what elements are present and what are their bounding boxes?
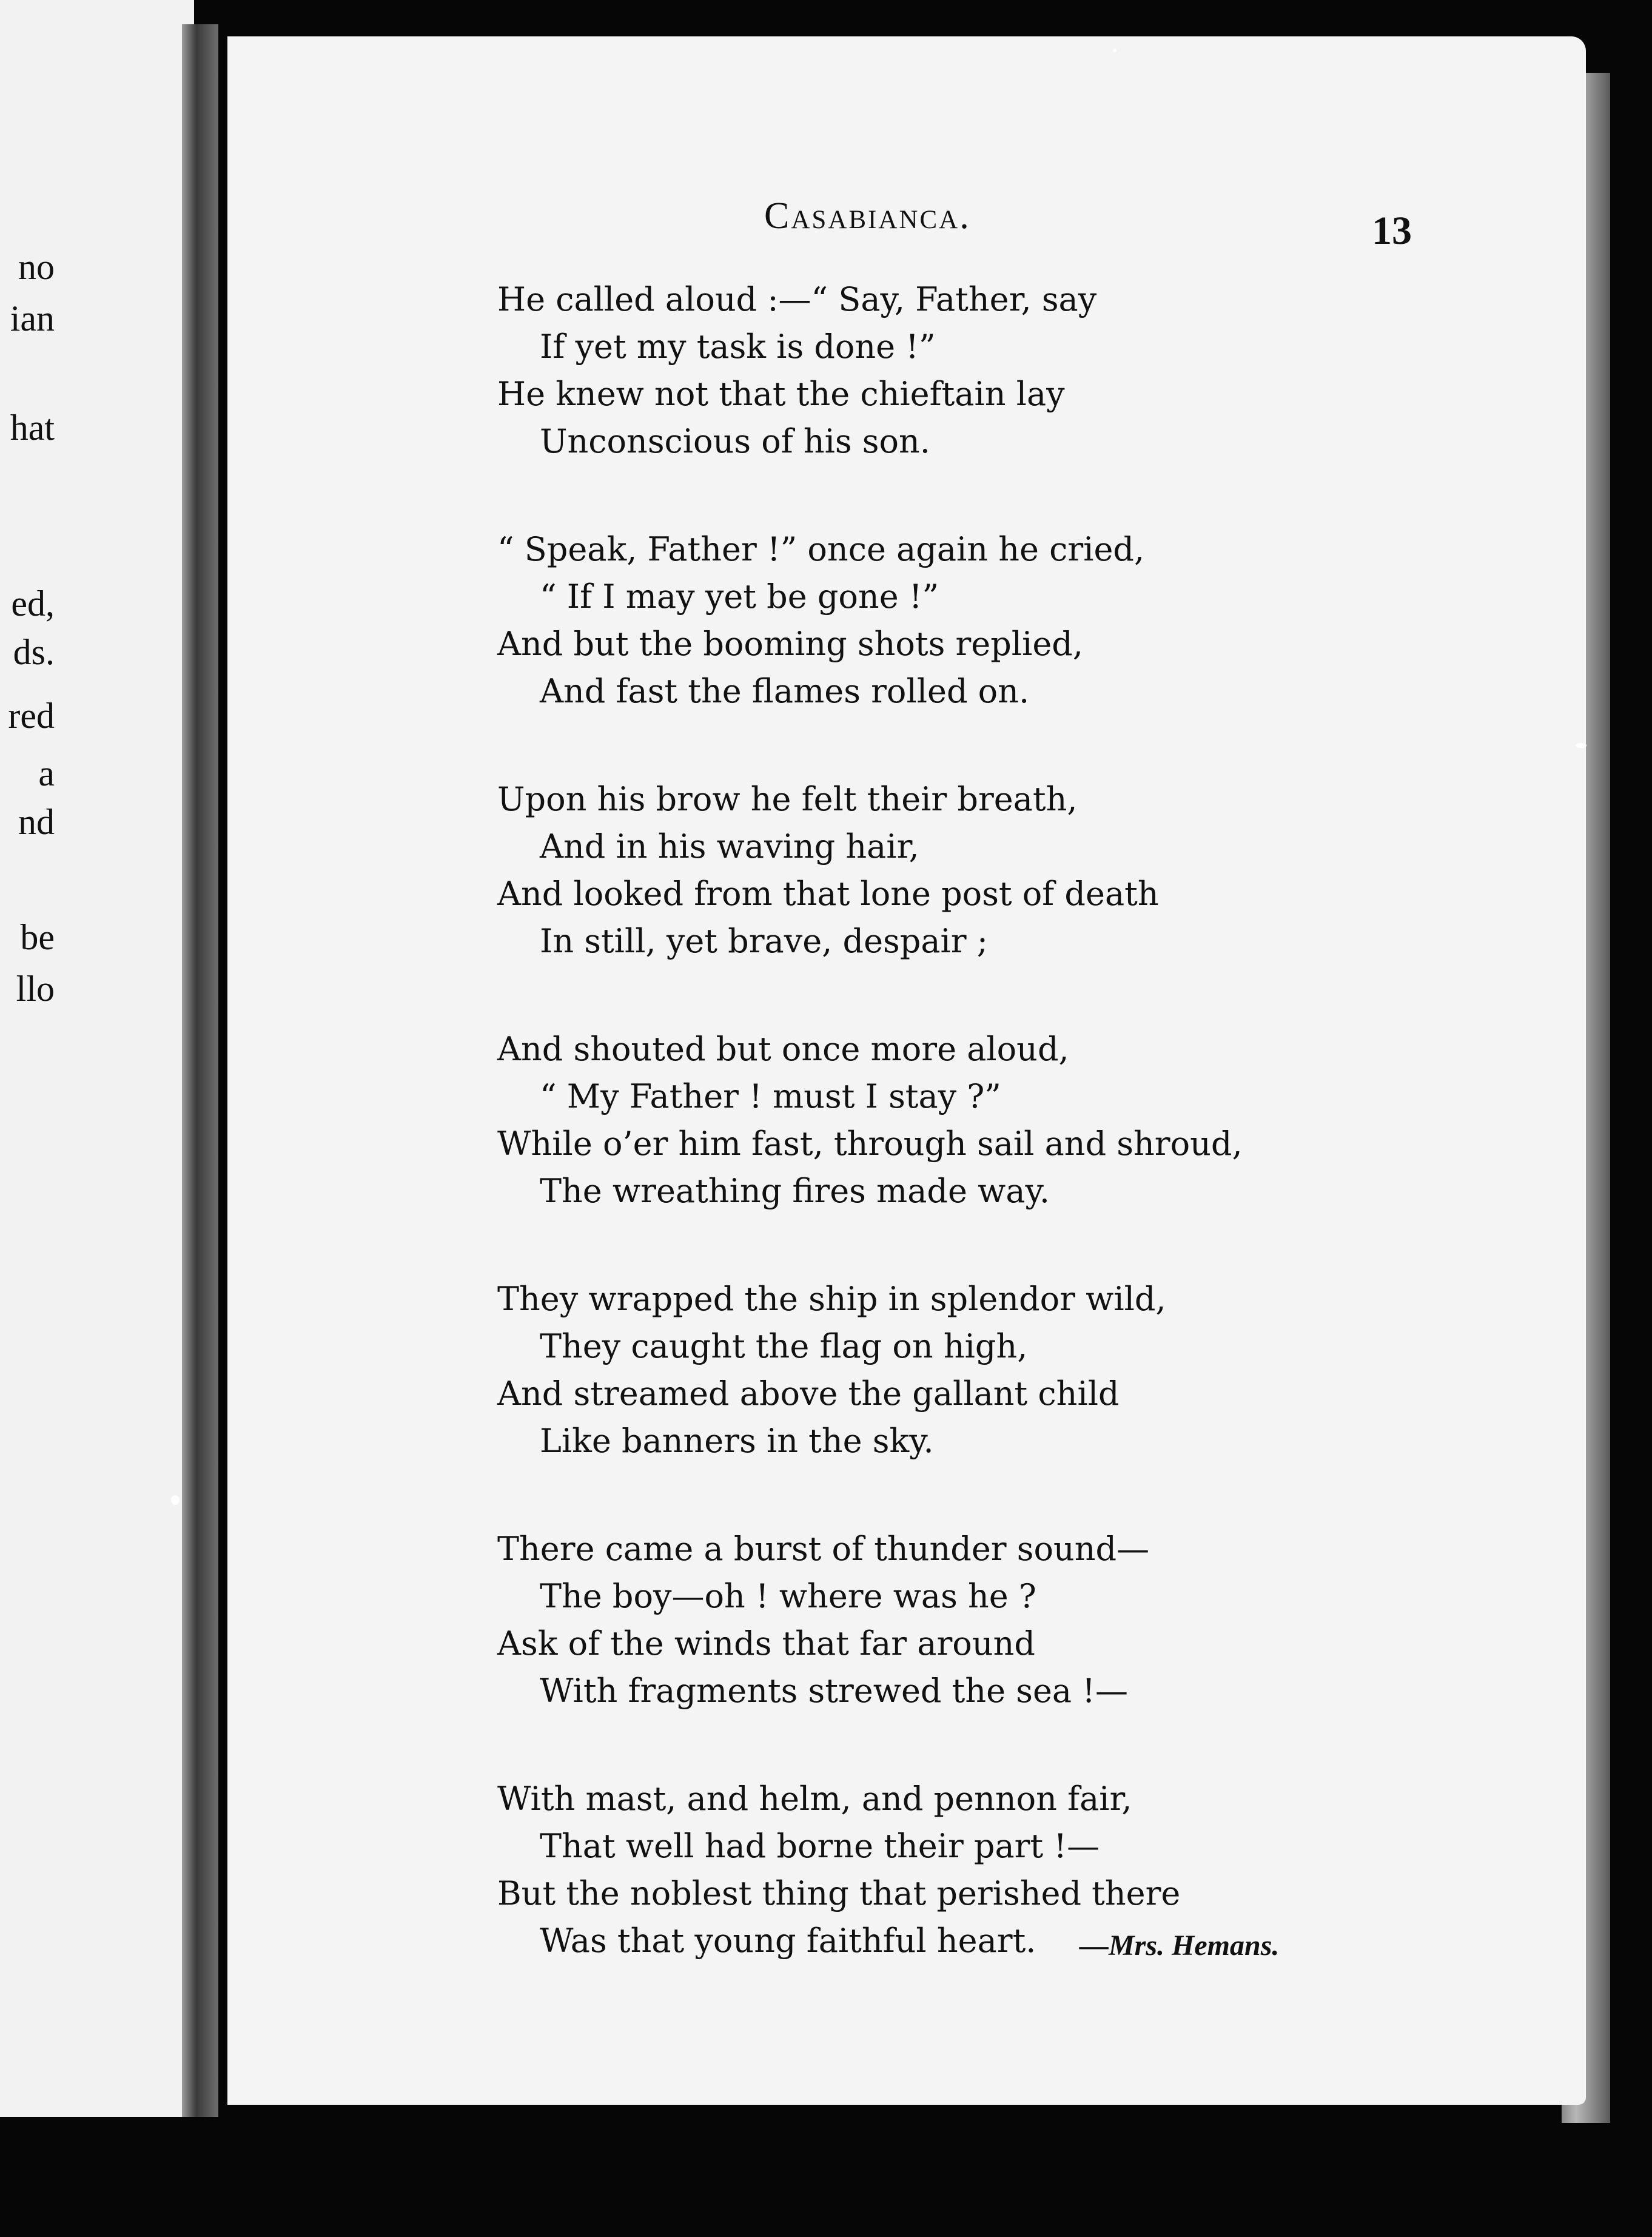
verse-line: And looked from that lone post of death	[497, 875, 1159, 913]
verse-line: Upon his brow he felt their breath,	[497, 780, 1078, 818]
stanza	[497, 1026, 1346, 1215]
verse-line: With mast, and helm, and pennon fair,	[497, 1780, 1132, 1818]
gutter-shadow	[182, 24, 218, 2117]
poem-body	[497, 276, 1346, 2025]
verse-line: The wreathing fires made way.	[540, 1172, 1050, 1210]
verse-line: There came a burst of thunder sound—	[497, 1530, 1150, 1568]
verse-line: If yet my task is done !”	[540, 328, 936, 366]
verse-line: He knew not that the chieftain lay	[497, 375, 1065, 413]
verse-line: He called aloud :—“ Say, Father, say	[497, 280, 1097, 318]
stanza	[497, 1276, 1346, 1465]
left-fragment: llo	[16, 969, 55, 1009]
verse-line: “ If I may yet be gone !”	[540, 577, 939, 616]
running-title: Casabianca.	[764, 195, 971, 237]
poem-attribution: —Mrs. Hemans.	[1080, 1929, 1280, 1962]
verse-line: While o’er him fast, through sail and shroud,	[497, 1125, 1243, 1163]
stanza	[497, 776, 1346, 965]
scan-dust-speck	[171, 1495, 180, 1505]
verse-line: “ My Father ! must I stay ?”	[540, 1077, 1001, 1115]
verse-line: And fast the flames rolled on.	[540, 672, 1030, 710]
verse-line: “ Speak, Father !” once again he cried,	[497, 530, 1145, 568]
left-fragment: red	[8, 696, 55, 736]
page-number: 13	[1372, 209, 1412, 253]
left-fragment: be	[20, 917, 55, 957]
left-fragment: ds.	[13, 632, 55, 672]
verse-line: But the noblest thing that perished there	[497, 1874, 1181, 1912]
verse-line: And shouted but once more aloud,	[497, 1030, 1069, 1068]
left-fragment: a	[38, 753, 55, 793]
verse-line: And streamed above the gallant child	[497, 1374, 1120, 1413]
verse-line: Was that young faithful heart.	[540, 1922, 1036, 1960]
stanza	[497, 526, 1346, 715]
verse-line: Like banners in the sky.	[540, 1422, 934, 1460]
left-fragment: ian	[10, 298, 55, 338]
verse-line: They wrapped the ship in splendor wild,	[497, 1280, 1166, 1318]
verse-line: That well had borne their part !—	[540, 1827, 1100, 1865]
scan-dust-speck	[1113, 49, 1116, 52]
verse-line: And but the booming shots replied,	[497, 625, 1084, 663]
verse-line: Ask of the winds that far around	[497, 1624, 1035, 1663]
stanza	[497, 276, 1346, 465]
stanza	[497, 1526, 1346, 1715]
left-fragment: nd	[18, 802, 55, 842]
verse-line: And in his waving hair,	[540, 827, 919, 866]
verse-line: In still, yet brave, despair ;	[540, 922, 988, 960]
left-fragment: ed,	[11, 584, 55, 624]
left-fragment: hat	[10, 408, 55, 448]
left-fragment: no	[18, 247, 55, 287]
verse-line: They caught the flag on high,	[540, 1327, 1028, 1365]
left-page-text-fragments	[0, 0, 55, 1031]
verse-line: Unconscious of his son.	[540, 422, 930, 460]
verse-line: With fragments strewed the sea !—	[540, 1672, 1128, 1710]
verse-line: The boy—oh ! where was he ?	[540, 1577, 1036, 1615]
left-page	[0, 0, 194, 2117]
scan-dust-speck	[1576, 743, 1587, 748]
